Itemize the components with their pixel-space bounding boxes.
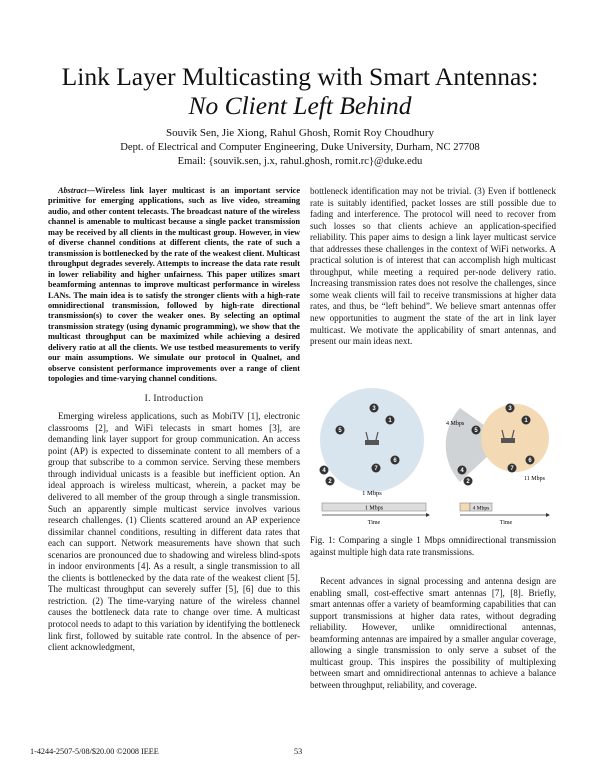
right-client-2-label: 2 bbox=[466, 479, 470, 485]
abstract bbox=[48, 186, 300, 385]
client-1-label: 1 bbox=[388, 418, 392, 424]
right-bar-11mbps bbox=[460, 503, 470, 511]
right-column-top bbox=[310, 186, 556, 348]
right-column-bottom bbox=[310, 576, 556, 691]
client-6-label: 6 bbox=[393, 458, 397, 464]
intro-paragraph-2: bottleneck identification may not be trivial. (3) Even if bottleneck rate is suitably identified, packet losses are still possible due to fading and interference. The protocol will need to recover from such losses so that clients achieve an application-specified reliability. This paper aims to design a link layer multicast service that addresses these challenges in the context of WiFi networks. A practical solution is of interest that can accomplish high multicast throughput, while meeting a required per-node delivery ratio. Increasing transmission rates does not resolve the challenges, since some weak clients will fail to receive transmissions at higher data rates, and thus, be “left behind”. We believe smart antennas offer new opportunities to augment the state of the art in link layer multicast. We motivate the applicability of smart antennas, and present our main ideas next. bbox=[310, 186, 556, 347]
client-3-label: 3 bbox=[372, 406, 376, 412]
right-rate-11mbps-label: 11 Mbps bbox=[524, 476, 545, 482]
right-rate-4mbps-label: 4 Mbps bbox=[446, 421, 465, 427]
section-heading-introduction: I. Introduction bbox=[144, 393, 204, 404]
author-names: Souvik Sen, Jie Xiong, Rahul Ghosh, Romit Roy Choudhury bbox=[166, 127, 434, 139]
title-line-1: Link Layer Multicasting with Smart Antennas: bbox=[61, 62, 539, 91]
title-line-2: No Client Left Behind bbox=[188, 91, 412, 120]
client-2-label: 2 bbox=[328, 479, 332, 485]
author-block bbox=[0, 126, 600, 170]
abstract-lead: Abstract bbox=[58, 186, 87, 195]
author-affiliation: Dept. of Electrical and Computer Engineering, Duke University, Durham, NC 27708 bbox=[120, 141, 480, 153]
right-client-1-label: 1 bbox=[524, 418, 528, 424]
figure-1 bbox=[310, 382, 556, 532]
right-client-6-label: 6 bbox=[528, 458, 532, 464]
right-bar-label: 4 Mbps bbox=[472, 505, 490, 512]
left-time-label: Time bbox=[367, 520, 381, 526]
left-column bbox=[48, 186, 300, 654]
right-time-label: Time bbox=[499, 520, 513, 526]
intro-paragraph-3: Recent advances in signal processing and antenna design are enabling small, cost-effective smart antennas [7], [8]. Briefly, smart antennas offer a variety of beamforming capabilities that can support transmissions at higher data rates, without degrading reliability. However, unlike omnidirectional antennas, beamforming antennas are impaired by a smaller angular coverage, allowing a single transmission to only serve a subset of the multicast group. This inspires the possibility of multiplexing between smart and omnidirectional antennas to achieve a balance between throughput, reliability, and coverage. bbox=[310, 576, 556, 690]
intro-paragraph-1: Emerging wireless applications, such as MobiTV [1], electronic classrooms [2], and WiFi telecasts in smart homes [3], are demanding link layer support for group communication. An access point (AP) is expected to disseminate content to all members of a group that subscribe to a common service. Serving these members through individual unicasts is a feasible but inefficient option. An ideal approach is wireless multicast, wherein, a packet may be delivered to all member of the group through a single transmission. Such an apparently simple multicast service involves various research challenges. (1) Clients scattered around an AP experience dissimilar channel conditions, resulting in different data rates that each can support. Network measurements have shown that such scenarios are pronounced due to shadowing and wireless blind-spots in indoor environments [4]. As a result, a single transmission to all the clients is bottlenecked by the data rate of the weakest client [5]. The multicast throughput can severely suffer [5], [6] due to this restriction. (2) The time-varying nature of the wireless channel causes the bottleneck data rate to change over time. A multicast protocol needs to adapt to this variation by identifying the bottleneck link first, followed by suitable rate control. In the absence of per-client acknowledgment, bbox=[48, 411, 300, 653]
figure-1-caption: Fig. 1: Comparing a single 1 Mbps omnidirectional transmission against multiple high data rate transmissions. bbox=[310, 535, 556, 557]
author-email: Email: {souvik.sen, j.x, rahul.ghosh, romit.rc}@duke.edu bbox=[177, 156, 423, 167]
paper-title bbox=[0, 62, 600, 120]
client-5-label: 5 bbox=[338, 428, 342, 434]
client-7-label: 7 bbox=[374, 466, 378, 472]
right-client-7-label: 7 bbox=[510, 466, 514, 472]
left-bar-label: 1 Mbps bbox=[364, 505, 384, 512]
abstract-text: —Wireless link layer multicast is an important service primitive for emerging applications, such as live video, streaming audio, and other content telecasts. The broadcast nature of the wireless channel is amenable to multicast because a single packet transmission may be received by all clients in the multicast group. However, in view of diverse channel conditions at different clients, the rate of such a transmission is bottlenecked by the rate of the weakest client. Multicast throughput degrades severely. Attempts to increase the data rate result in lower reliability and higher unfairness. This paper utilizes smart beamforming antennas to improve multicast performance in wireless LANs. The main idea is to satisfy the stronger clients with a high-rate omnidirectional transmission, followed by high-rate directional transmission(s) to cover the weaker ones. By selecting an optimal transmission strategy (using dynamic programming), we show that the multicast throughput can be maximized while achieving a desired delivery ratio at all the clients. We use testbed measurements to verify our main assumptions. We simulate our protocol in Qualnet, and observe consistent performance improvements over a range of client topologies and time-varying channel conditions. bbox=[48, 186, 300, 384]
right-client-5-label: 5 bbox=[474, 428, 478, 434]
page-number: 53 bbox=[294, 747, 303, 756]
client-4-label: 4 bbox=[322, 468, 326, 474]
footer-copyright: 1-4244-2507-5/08/$20.00 ©2008 IEEE bbox=[30, 747, 159, 756]
right-client-4-label: 4 bbox=[460, 468, 464, 474]
left-rate-label: 1 Mbps bbox=[362, 490, 382, 497]
right-client-3-label: 3 bbox=[508, 406, 512, 412]
